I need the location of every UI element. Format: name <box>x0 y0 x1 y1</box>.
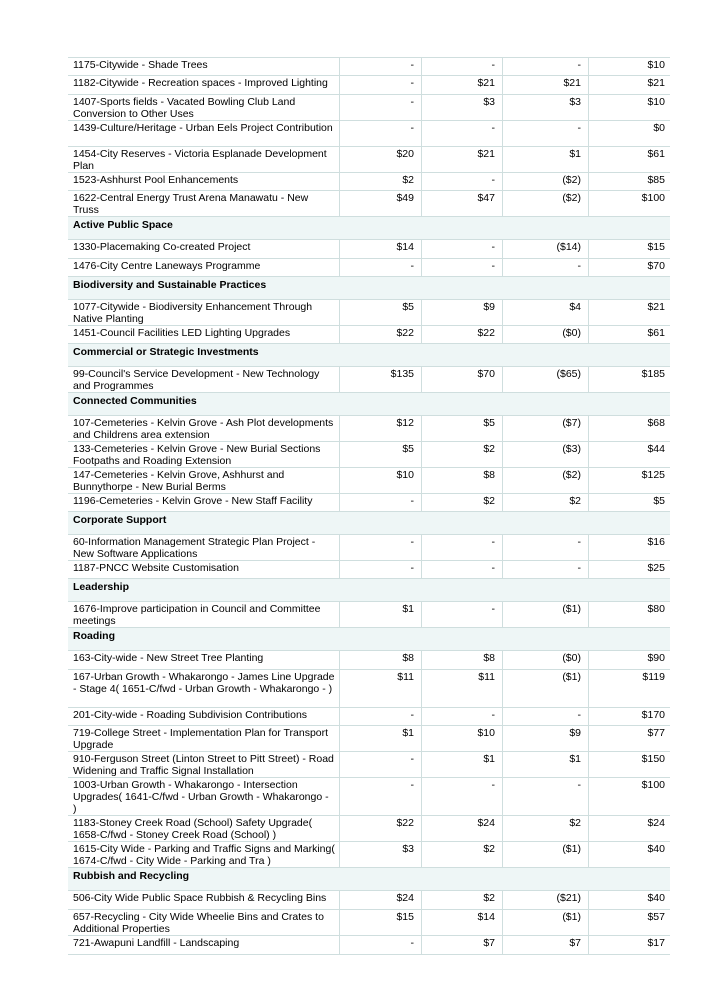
value-cell: $68 <box>647 417 665 429</box>
project-name-cell: 1003-Urban Growth - Whakarongo - Intersection Upgrades( 1641-C/fwd - Urban Growth - Whakarongo - ) <box>68 778 340 815</box>
value-cell: $7 <box>503 936 589 954</box>
value-cell: - <box>340 58 422 75</box>
value-cell: $150 <box>641 753 665 765</box>
value-cell: $24 <box>422 816 503 841</box>
project-name-cell: 163-City-wide - New Street Tree Planting <box>68 651 340 669</box>
project-name-cell: 1676-Improve participation in Council and Committee meetings <box>68 602 340 627</box>
value-cell: $1 <box>422 752 503 777</box>
project-name-cell: 719-College Street - Implementation Plan for Transport Upgrade <box>68 726 340 751</box>
value-cell: - <box>422 259 503 276</box>
category-header <box>68 867 670 890</box>
value-cell: $10 <box>422 726 503 751</box>
value-cell: $15 <box>647 241 665 253</box>
value-cell: - <box>503 58 589 75</box>
value-cell: $21 <box>422 76 503 94</box>
value-cell: $24 <box>647 817 665 829</box>
value-cell: $15 <box>340 910 422 935</box>
table-row <box>68 57 670 75</box>
table-row <box>68 94 670 120</box>
table-row <box>68 172 670 190</box>
project-name-cell: 1077-Citywide - Biodiversity Enhancement Through Native Planting <box>68 300 340 325</box>
category-label: Active Public Space <box>68 217 670 239</box>
value-cell: $61 <box>647 327 665 339</box>
project-name-cell: 147-Cemeteries - Kelvin Grove, Ashhurst and Bunnythorpe - New Burial Berms <box>68 468 340 493</box>
value-cell: $8 <box>340 651 422 669</box>
table-row <box>68 120 670 146</box>
table-row <box>68 415 670 441</box>
category-label: Leadership <box>68 579 670 601</box>
value-cell: $40 <box>647 892 665 904</box>
value-cell: $11 <box>422 670 503 707</box>
value-cell: $3 <box>503 95 589 120</box>
table-row <box>68 325 670 343</box>
value-cell: - <box>422 58 503 75</box>
value-cell: - <box>340 535 422 560</box>
value-cell: $5 <box>340 300 422 325</box>
value-cell: ($1) <box>503 842 589 867</box>
value-cell: - <box>340 494 422 511</box>
value-cell: - <box>503 778 589 815</box>
value-cell: $4 <box>503 300 589 325</box>
value-cell: ($1) <box>503 910 589 935</box>
value-cell: $80 <box>647 603 665 615</box>
value-cell: $3 <box>340 842 422 867</box>
value-cell: $40 <box>647 843 665 855</box>
project-name-cell: 99-Council's Service Development - New Technology and Programmes <box>68 367 340 392</box>
value-cell: $3 <box>422 95 503 120</box>
category-label: Corporate Support <box>68 512 670 534</box>
project-name-cell: 1407-Sports fields - Vacated Bowling Club Land Conversion to Other Uses <box>68 95 340 120</box>
value-cell: ($1) <box>503 670 589 707</box>
value-cell: $5 <box>653 495 665 507</box>
value-cell: $1 <box>340 602 422 627</box>
value-cell: $8 <box>422 651 503 669</box>
value-cell: $22 <box>340 816 422 841</box>
table-row <box>68 935 670 955</box>
project-name-cell: 1196-Cemeteries - Kelvin Grove - New Staff Facility <box>68 494 340 511</box>
value-cell: - <box>340 76 422 94</box>
value-cell: - <box>422 708 503 725</box>
value-cell: - <box>422 173 503 190</box>
value-cell: - <box>340 936 422 954</box>
project-name-cell: 1183-Stoney Creek Road (School) Safety Upgrade( 1658-C/fwd - Stoney Creek Road (School) ) <box>68 816 340 841</box>
table-row <box>68 366 670 392</box>
value-cell: $8 <box>422 468 503 493</box>
category-label: Connected Communities <box>68 393 670 415</box>
value-cell: - <box>503 259 589 276</box>
value-cell: - <box>422 121 503 146</box>
value-cell: $22 <box>422 326 503 343</box>
value-cell: $10 <box>340 468 422 493</box>
table-row <box>68 146 670 172</box>
value-cell: ($21) <box>503 891 589 909</box>
value-cell: $11 <box>340 670 422 707</box>
category-label: Rubbish and Recycling <box>68 868 670 890</box>
value-cell: $119 <box>642 671 665 683</box>
value-cell: - <box>422 778 503 815</box>
value-cell: $21 <box>503 76 589 94</box>
value-cell: $44 <box>647 443 665 455</box>
value-cell: - <box>422 561 503 578</box>
value-cell: $24 <box>340 891 422 909</box>
value-cell: $61 <box>647 148 665 160</box>
project-name-cell: 1175-Citywide - Shade Trees <box>68 58 340 75</box>
value-cell: - <box>503 561 589 578</box>
table-row <box>68 534 670 560</box>
category-header <box>68 511 670 534</box>
table-row <box>68 890 670 909</box>
value-cell: ($65) <box>503 367 589 392</box>
project-name-cell: 133-Cemeteries - Kelvin Grove - New Burial Sections Footpaths and Roading Extension <box>68 442 340 467</box>
value-cell: $12 <box>340 416 422 441</box>
project-name-cell: 1622-Central Energy Trust Arena Manawatu - New Truss <box>68 191 340 216</box>
category-header <box>68 578 670 601</box>
project-name-cell: 167-Urban Growth - Whakarongo - James Line Upgrade - Stage 4( 1651-C/fwd - Urban Growth - Whakarongo - ) <box>68 670 340 707</box>
category-header <box>68 627 670 650</box>
project-name-cell: 107-Cemeteries - Kelvin Grove - Ash Plot developments and Childrens area extension <box>68 416 340 441</box>
value-cell: - <box>340 561 422 578</box>
value-cell: - <box>503 121 589 146</box>
value-cell: - <box>340 259 422 276</box>
value-cell: $21 <box>647 77 665 89</box>
value-cell: - <box>340 752 422 777</box>
table-row <box>68 190 670 216</box>
table-row <box>68 707 670 725</box>
table-row <box>68 601 670 627</box>
value-cell: $170 <box>641 709 665 721</box>
value-cell: ($0) <box>503 326 589 343</box>
value-cell: $21 <box>422 147 503 172</box>
value-cell: $85 <box>647 174 665 186</box>
value-cell: - <box>340 708 422 725</box>
category-label: Biodiversity and Sustainable Practices <box>68 277 670 299</box>
value-cell: ($2) <box>503 173 589 190</box>
value-cell: - <box>422 535 503 560</box>
value-cell: $135 <box>340 367 422 392</box>
value-cell: ($7) <box>503 416 589 441</box>
value-cell: $185 <box>641 368 665 380</box>
value-cell: $2 <box>422 891 503 909</box>
value-cell: ($0) <box>503 651 589 669</box>
category-header <box>68 392 670 415</box>
value-cell: ($14) <box>503 240 589 258</box>
table-row <box>68 239 670 258</box>
value-cell: ($3) <box>503 442 589 467</box>
value-cell: $7 <box>422 936 503 954</box>
table-row <box>68 299 670 325</box>
value-cell: $2 <box>422 442 503 467</box>
project-name-cell: 60-Information Management Strategic Plan Project - New Software Applications <box>68 535 340 560</box>
project-name-cell: 1439-Culture/Heritage - Urban Eels Project Contribution <box>68 121 340 146</box>
project-name-cell: 721-Awapuni Landfill - Landscaping <box>68 936 340 954</box>
value-cell: $47 <box>422 191 503 216</box>
project-name-cell: 201-City-wide - Roading Subdivision Contributions <box>68 708 340 725</box>
project-name-cell: 1523-Ashhurst Pool Enhancements <box>68 173 340 190</box>
value-cell: $70 <box>647 260 665 272</box>
value-cell: ($1) <box>503 602 589 627</box>
value-cell: $100 <box>641 192 665 204</box>
value-cell: $5 <box>422 416 503 441</box>
value-cell: $14 <box>340 240 422 258</box>
value-cell: - <box>340 778 422 815</box>
value-cell: $0 <box>653 122 665 134</box>
value-cell: $2 <box>422 494 503 511</box>
value-cell: $5 <box>340 442 422 467</box>
project-name-cell: 1451-Council Facilities LED Lighting Upgrades <box>68 326 340 343</box>
value-cell: $22 <box>340 326 422 343</box>
value-cell: $25 <box>647 562 665 574</box>
value-cell: - <box>503 708 589 725</box>
value-cell: ($2) <box>503 468 589 493</box>
table-row <box>68 560 670 578</box>
table-row <box>68 75 670 94</box>
value-cell: - <box>422 602 503 627</box>
table-row <box>68 725 670 751</box>
value-cell: $77 <box>647 727 665 739</box>
value-cell: $70 <box>422 367 503 392</box>
value-cell: $9 <box>422 300 503 325</box>
value-cell: $125 <box>641 469 665 481</box>
value-cell: $90 <box>647 652 665 664</box>
value-cell: $2 <box>503 494 589 511</box>
value-cell: $2 <box>340 173 422 190</box>
value-cell: $49 <box>340 191 422 216</box>
value-cell: $16 <box>647 536 665 548</box>
table-row <box>68 909 670 935</box>
table-row <box>68 777 670 815</box>
project-name-cell: 506-City Wide Public Space Rubbish & Recycling Bins <box>68 891 340 909</box>
budget-table <box>68 57 670 955</box>
value-cell: $21 <box>647 301 665 313</box>
table-row <box>68 258 670 276</box>
table-row <box>68 751 670 777</box>
value-cell: $14 <box>422 910 503 935</box>
category-header <box>68 343 670 366</box>
project-name-cell: 1454-City Reserves - Victoria Esplanade Development Plan <box>68 147 340 172</box>
value-cell: $100 <box>641 779 665 791</box>
category-header <box>68 276 670 299</box>
project-name-cell: 1330-Placemaking Co-created Project <box>68 240 340 258</box>
value-cell: $1 <box>503 147 589 172</box>
project-name-cell: 1615-City Wide - Parking and Traffic Signs and Marking( 1674-C/fwd - City Wide - Parking and Tra ) <box>68 842 340 867</box>
table-row <box>68 493 670 511</box>
table-row <box>68 841 670 867</box>
value-cell: $10 <box>647 96 665 108</box>
project-name-cell: 657-Recycling - City Wide Wheelie Bins and Crates to Additional Properties <box>68 910 340 935</box>
value-cell: - <box>422 240 503 258</box>
category-label: Commercial or Strategic Investments <box>68 344 670 366</box>
project-name-cell: 1182-Citywide - Recreation spaces - Improved Lighting <box>68 76 340 94</box>
value-cell: $1 <box>340 726 422 751</box>
value-cell: $2 <box>422 842 503 867</box>
category-header <box>68 216 670 239</box>
value-cell: - <box>340 95 422 120</box>
value-cell: - <box>503 535 589 560</box>
table-row <box>68 650 670 669</box>
value-cell: $17 <box>647 937 665 949</box>
project-name-cell: 1476-City Centre Laneways Programme <box>68 259 340 276</box>
value-cell: $2 <box>503 816 589 841</box>
project-name-cell: 1187-PNCC Website Customisation <box>68 561 340 578</box>
table-row <box>68 815 670 841</box>
value-cell: $9 <box>503 726 589 751</box>
table-row <box>68 467 670 493</box>
table-row <box>68 441 670 467</box>
value-cell: $57 <box>647 911 665 923</box>
value-cell: $20 <box>340 147 422 172</box>
project-name-cell: 910-Ferguson Street (Linton Street to Pitt Street) - Road Widening and Traffic Signal Installation <box>68 752 340 777</box>
value-cell: $10 <box>647 59 665 71</box>
value-cell: ($2) <box>503 191 589 216</box>
value-cell: - <box>340 121 422 146</box>
table-row <box>68 669 670 707</box>
value-cell: $1 <box>503 752 589 777</box>
category-label: Roading <box>68 628 670 650</box>
